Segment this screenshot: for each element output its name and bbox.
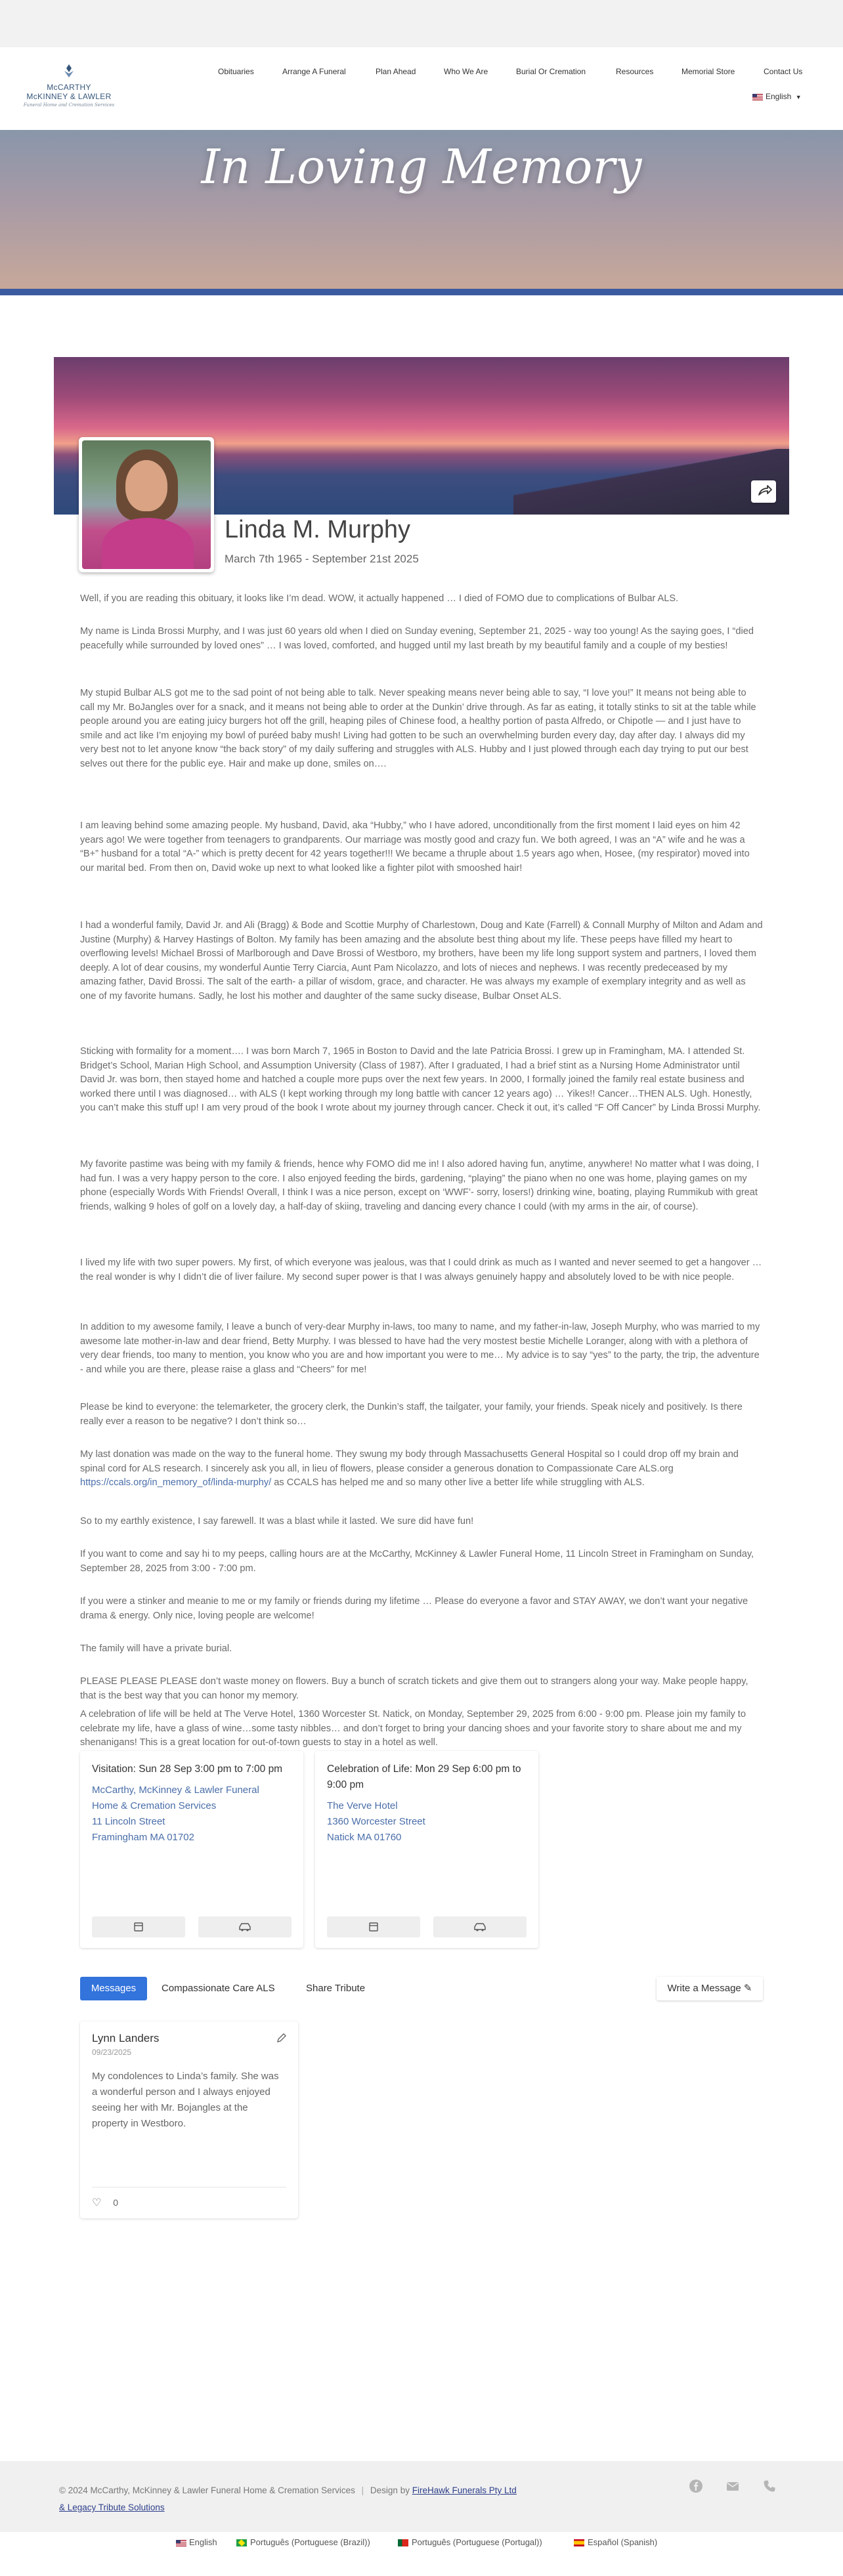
language-label: Español (Spanish) — [588, 2537, 658, 2547]
obituary-paragraph: My name is Linda Brossi Murphy, and I was just 60 years old when I died on Sunday evening, September 21, 2025 - way too young! As the saying goes, I “died peacefully while surrounded by loved ones” … I was loved, comforted, and hugged until my last breath by my beautiful family and a couple of my besties! — [80, 626, 754, 651]
obituary-paragraph: Sticking with formality for a moment…. I was born March 7, 1965 in Boston to David and the late Patricia Brossi. I grew up in Framingham, MA. I attended St. Bridget’s School, Marian High School, and Assumption University (Class of 1987). After I graduated, I had a brief stint as a Nursing Home Administrator until David Jr. was born, then stayed home and hatched a couple more pups over the next few years. In 2000, I formally joined the family real estate business and worked there until I was diagnosed… with ALS (I kept working through my long battle with cancer 12 years ago) … Yikes!! Cancer…THEN ALS. Ugh. Honestly, you can’t make this stuff up! I am very proud of the book I wrote about my journey through cancer. Check it out, it’s called “F Off Cancer” by Linda Brossi Murphy. — [80, 1046, 761, 1113]
visitation-card — [80, 1751, 303, 1948]
obituary-paragraph: I lived my life with two super powers. My first, of which everyone was jealous, was that I could drink as much as I wanted and never seemed to get a hangover … the real wonder is why I didn’t die of liver failure. My second super power is that I was always genuinely happy and absolutely loved to be with nice people. — [80, 1257, 762, 1282]
ccals-link[interactable]: https://ccals.org/in_memory_of/linda-murphy/ — [80, 1477, 272, 1488]
event-title: Celebration of Life: Mon 29 Sep 6:00 pm to 9:00 pm — [327, 1763, 521, 1790]
add-to-calendar-button[interactable] — [327, 1916, 420, 1937]
address-line: Natick MA 01760 — [327, 1832, 402, 1843]
us-flag-icon — [176, 2540, 186, 2546]
like-control[interactable] — [92, 2196, 118, 2209]
event-address[interactable] — [327, 1798, 527, 1846]
portrait-shirt — [102, 518, 194, 569]
directions-button[interactable] — [198, 1916, 292, 1937]
directions-button[interactable] — [433, 1916, 527, 1937]
language-english[interactable] — [176, 2537, 217, 2547]
site-footer — [0, 2461, 843, 2532]
obituary-paragraph: So to my earthly existence, I say farewell. It was a blast while it lasted. We sure did have fun! — [80, 1516, 474, 1527]
tab-share-tribute[interactable]: Share Tribute — [306, 1983, 366, 1994]
car-icon — [198, 1916, 292, 1937]
email-icon[interactable] — [725, 2478, 741, 2494]
nav-contact-us[interactable]: Contact Us — [764, 67, 803, 76]
facebook-icon[interactable] — [688, 2478, 704, 2494]
nav-memorial-store[interactable]: Memorial Store — [681, 67, 735, 76]
obituary-paragraph: My stupid Bulbar ALS got me to the sad point of not being able to talk. Never speaking means never being able to say, “I love you!” It means not being able to call my Mr. BoJangles over for a snack, and it means not being able to order at the Dunkin’ drive through. As far as eating, it totally stinks to sit at the table while people around you are eating juicy burgers hot off the grill, heaping piles of Chinese food, a healthy portion of pasta Alfredo, or Chipotle — and I just have to smile and act like I’m enjoying my bowl of puréed baby mush! Living had gotten to be such an overwhelming burden every day, day after day. I always did my very best not to let anyone know “the back story” of my daily suffering and struggles with ALS. Hubby and I just plowed through each day trying to put our best selves out there for the public eye. Hair and make up done, smiles on…. — [80, 688, 756, 769]
address-line: 1360 Worcester Street — [327, 1816, 425, 1827]
design-by-text: Design by — [370, 2485, 410, 2495]
nav-burial-cremation[interactable]: Burial Or Cremation — [516, 67, 586, 76]
copyright-text: © 2024 McCarthy, McKinney & Lawler Funeral Home & Cremation Services — [59, 2485, 355, 2495]
cover-shoreline — [513, 449, 789, 515]
car-icon — [433, 1916, 527, 1937]
like-count: 0 — [113, 2197, 119, 2208]
deceased-name: Linda M. Murphy — [225, 516, 411, 543]
obituary-paragraph: Please be kind to everyone: the telemarketer, the grocery clerk, the Dunkin’s staff, the tailgater, your family, your friends. Speak nicely and positively. Is there really ever a reason to be negative? I don’t think so… — [80, 1402, 743, 1427]
donation-text: My last donation was made on the way to the funeral home. They swung my body through Massachusetts General Hospital so I could drop off my brain and spinal cord for ALS research. I sincerely ask you all, in lieu of flowers, please consider a generous donation to Compassionate Care ALS.org — [80, 1449, 739, 1474]
nav-plan-ahead[interactable]: Plan Ahead — [376, 67, 416, 76]
write-message-label: Write a Message — [667, 1983, 741, 1994]
brazil-flag-icon — [236, 2539, 247, 2546]
language-label: English — [189, 2537, 217, 2547]
share-icon — [751, 480, 776, 503]
address-line: The Verve Hotel — [327, 1800, 398, 1811]
logo-mark-icon — [63, 64, 75, 77]
calendar-icon — [92, 1916, 185, 1937]
address-line: 11 Lincoln Street — [92, 1816, 165, 1827]
share-button[interactable] — [751, 480, 776, 503]
language-selector[interactable] — [752, 92, 802, 101]
address-line: McCarthy, McKinney & Lawler Funeral — [92, 1784, 259, 1796]
life-dates: March 7th 1965 - September 21st 2025 — [225, 553, 419, 565]
obituary-paragraph: If you want to come and say hi to my peeps, calling hours are at the McCarthy, McKinney & Lawler Funeral Home, 11 Lincoln Street in Framingham on Sunday, September 28, 2025 from 3:00 - 7:00 pm. — [80, 1549, 754, 1574]
hero-divider — [0, 289, 843, 295]
address-line: Home & Cremation Services — [92, 1800, 217, 1811]
language-spanish[interactable] — [574, 2537, 657, 2547]
event-actions — [92, 1916, 292, 1937]
message-author: Lynn Landers — [92, 2032, 160, 2044]
obituary-paragraph: My favorite pastime was being with my family & friends, hence why FOMO did me in! I also adored having fun, anytime, anywhere! No matter what I was doing, I had fun. I was a very happy person to the core. I also enjoyed feeding the birds, gardening, “playing” the piano when no one was home, playing games on my phone (especially Words With Friends! Overall, I think I was a nice person, except on ‘WWF’- sorry, losers!) drinking wine, boating, playing Rummikub with great friends, walking 9 holes of golf on a lovely day, a half-day of skiing, traveling and dancing every chance I could (with my arms in the air, of course). — [80, 1159, 760, 1212]
write-message-button[interactable] — [657, 1977, 763, 2000]
obituary-paragraph: In addition to my awesome family, I leave a bunch of very-dear Murphy in-laws, too many to name, and my father-in-law, Joseph Murphy, who was married to my awesome late mother-in-law and dear friend, Betty Murphy. I was blessed to have had the very mostest bestie Michelle Loranger, along with with a plethora of very dear friends, too many to mention, you know who you are and how important you were to me… My advice is to say “yes” to the party, the trip, the adventure - and while you are there, please raise a glass and “Cheers” for me! — [80, 1322, 760, 1375]
obituary-paragraph: If you were a stinker and meanie to me or my family or friends during my lifetime … Please do everyone a favor and STAY AWAY, we don’t want your negative drama & energy. Only nice, loving people are welcome! — [80, 1596, 748, 1621]
message-card — [80, 2021, 298, 2218]
heart-icon: ♡ — [92, 2197, 102, 2208]
nav-resources[interactable]: Resources — [616, 67, 654, 76]
message-body: My condolences to Linda’s family. She was a wonderful person and I always enjoyed seeing her with Mr. Bojangles at the property in Westboro. — [92, 2071, 279, 2129]
add-to-calendar-button[interactable] — [92, 1916, 185, 1937]
pencil-icon: ✎ — [743, 1983, 752, 1994]
profile-photo — [79, 437, 214, 572]
logo-tagline: Funeral Home and Cremation Services — [23, 102, 115, 108]
obituary-paragraph: Well, if you are reading this obituary, it looks like I’m dead. WOW, it actually happened … I died of FOMO due to complications of Bulbar ALS. — [80, 593, 679, 604]
obituary-paragraph: I am leaving behind some amazing people. My husband, David, aka “Hubby,” who I have adored, unconditionally from the first moment I laid eyes on him 42 years ago! We were together from teenagers to grandparents. Our marriage was mostly good and crazy fun. We both agreed, I was an “A” wife and he was a “B+” husband for a total “A-” which is pretty decent for 42 years together!!! We became a thruple about 1.5 years ago when, Hosee, (my respirator) moved into our marital bed. From then on, David woke up next to what looked like a fighter pilot with smooshed hair! — [80, 820, 750, 874]
obituary-donation-paragraph — [80, 1448, 763, 1490]
tab-messages[interactable]: Messages — [80, 1977, 147, 2000]
phone-icon[interactable] — [762, 2478, 777, 2494]
nav-who-we-are[interactable]: Who We Are — [444, 67, 488, 76]
spain-flag-icon — [574, 2539, 584, 2546]
logo-line2: McKINNEY & LAWLER — [26, 92, 112, 101]
donation-text-end: as CCALS has helped me and so many other live a better life while struggling with ALS. — [271, 1477, 645, 1488]
obituary-paragraph: PLEASE PLEASE PLEASE don’t waste money on flowers. Buy a bunch of scratch tickets and give them out to strangers along your way. Make people happy, that is the best way that you can honor my memory. — [80, 1676, 748, 1701]
language-portuguese-brazil[interactable] — [236, 2537, 370, 2547]
address-line: Framingham MA 01702 — [92, 1832, 194, 1843]
event-actions — [327, 1916, 527, 1937]
calendar-icon — [327, 1916, 420, 1937]
language-label: English — [766, 92, 792, 101]
language-label: Português (Portuguese (Brazil)) — [250, 2537, 370, 2547]
portugal-flag-icon — [398, 2539, 408, 2546]
site-logo[interactable] — [20, 63, 118, 116]
event-title: Visitation: Sun 28 Sep 3:00 pm to 7:00 pm — [92, 1763, 283, 1775]
message-date: 09/23/2025 — [92, 2048, 132, 2057]
us-flag-icon — [752, 94, 763, 100]
nav-obituaries[interactable]: Obituaries — [218, 67, 254, 76]
hero-title: In Loving Memory — [201, 139, 642, 194]
footer-copyright: © 2024 McCarthy, McKinney & Lawler Funeral Home & Cremation Services | Design by FireHawk Funerals Pty Ltd & Legacy Tribute Solutions — [59, 2485, 517, 2512]
obituary-paragraph: The family will have a private burial. — [80, 1643, 232, 1654]
celebration-card — [315, 1751, 538, 1948]
site-header — [0, 47, 843, 130]
language-portuguese-portugal[interactable] — [398, 2537, 542, 2547]
portrait-image — [82, 440, 211, 569]
top-bar — [0, 0, 843, 47]
edit-icon[interactable] — [276, 2032, 288, 2044]
obituary-paragraph: I had a wonderful family, David Jr. and Ali (Bragg) & Bode and Scottie Murphy of Charlestown, Doug and Kate (Farrell) & Connall Murphy of Milton and Adam and Justine (Murphy) & Harvey Hastings of Bolton. My family has been amazing and the absolute best thing about my life. These peeps have filled my heart to overflowing levels! Michael Brossi of Marlborough and Dave Brossi of Westboro, my brothers, have been my life long support system and partners, I loved them deeply. A lot of dear cousins, my wonderful Auntie Terry Ciarcia, Aunt Pam Nicolazzo, and lots of nieces and nephews. I was recently predeceased by my amazing father, David Brossi. The salt of the earth- a pillar of wisdom, grace, and character. He was always my example of exemplary integrity and as well as one of my favorite humans. Sadly, he lost his mother and daughter of the same sucky disease, Bulbar Onset ALS. — [80, 920, 763, 1002]
tab-compassionate-care[interactable]: Compassionate Care ALS — [162, 1983, 275, 1994]
event-address[interactable] — [92, 1783, 292, 1846]
language-label: Português (Portuguese (Portugal)) — [412, 2537, 542, 2547]
nav-arrange-funeral[interactable]: Arrange A Funeral — [282, 67, 346, 76]
portrait-face — [125, 460, 167, 511]
logo-line1: McCARTHY — [47, 83, 91, 92]
chevron-down-icon: ▼ — [795, 94, 802, 100]
designer-link[interactable]: FireHawk Funerals Pty Ltd & Legacy Tribute Solutions — [59, 2485, 517, 2512]
obituary-paragraph: A celebration of life will be held at The Verve Hotel, 1360 Worcester St. Natick, on Monday, September 29, 2025 from 6:00 - 9:00 pm. Please join my family to celebrate my life, have a glass of wine…some tasty nibbles… and don’t forget to bring your dancing shoes and your favorite story to share about me and my shenanigans! This is a great location for out-of-town guests to stay in a hotel as well. — [80, 1709, 746, 1748]
